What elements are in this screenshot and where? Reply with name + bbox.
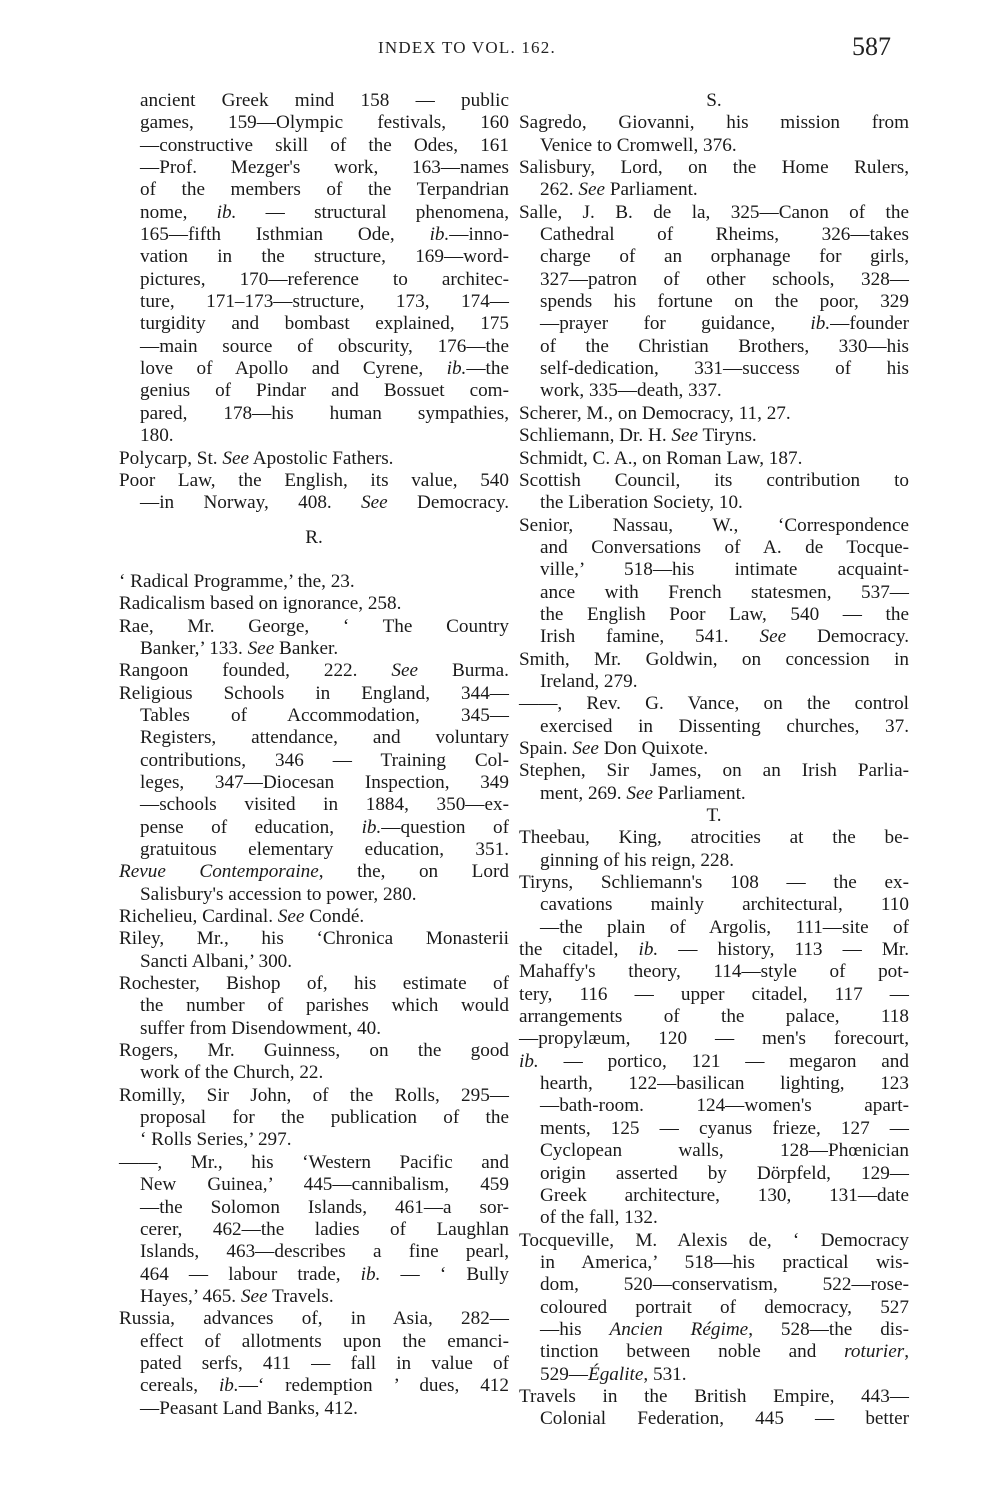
index-line: Greek architecture, 130, 131—date: [540, 1184, 909, 1206]
index-line: Salle, J. B. de la, 325—Canon of the: [519, 201, 909, 223]
index-line: Sagredo, Giovanni, his mission from: [519, 112, 909, 134]
index-line: —his Ancien Régime, 528—the dis-: [540, 1318, 909, 1340]
index-line: Schliemann, Dr. H. See Tiryns.: [519, 425, 757, 447]
running-title: INDEX TO VOL. 162.: [378, 38, 556, 57]
index-line: pictures, 170—reference to architec-: [140, 268, 509, 290]
index-line: —Prof. Mezger's work, 163—names: [140, 157, 509, 179]
index-line: coloured portrait of democracy, 527: [540, 1296, 909, 1318]
index-line: origin asserted by Dörpfeld, 129—: [540, 1162, 909, 1184]
index-line: Sancti Albani,’ 300.: [140, 950, 293, 972]
index-line: —constructive skill of the Odes, 161: [140, 134, 509, 156]
index-line: Registers, attendance, and voluntary: [140, 727, 509, 749]
index-line: Russia, advances of, in Asia, 282—: [119, 1308, 509, 1330]
index-line: love of Apollo and Cyrene, ib.—the: [140, 358, 509, 380]
index-line: gratuitous elementary education, 351.: [140, 839, 509, 860]
index-line: ib. — portico, 121 — megaron and: [519, 1050, 909, 1072]
index-line: work, 335—death, 337.: [540, 380, 722, 402]
index-line: Salisbury, Lord, on the Home Rulers,: [519, 157, 909, 179]
index-line: ment, 269. See Parliament.: [540, 782, 746, 804]
index-line: Salisbury's accession to power, 280.: [140, 883, 417, 905]
index-line: Scherer, M., on Democracy, 11, 27.: [519, 402, 791, 424]
index-line: Hayes,’ 465. See Travels.: [140, 1285, 334, 1307]
index-line: ‘ Radical Programme,’ the, 23.: [119, 570, 355, 592]
index-line: nome, ib. — structural phenomena,: [140, 201, 509, 223]
index-line: —prayer for guidance, ib.—founder: [540, 313, 909, 335]
index-line: Richelieu, Cardinal. See Condé.: [119, 906, 365, 928]
index-line: Romilly, Sir John, of the Rolls, 295—: [119, 1084, 509, 1106]
index-line: turgidity and bombast explained, 175: [140, 313, 509, 335]
index-line: Radicalism based on ignorance, 258.: [119, 593, 402, 615]
index-line: contributions, 346 — Training Col-: [140, 749, 509, 771]
index-line: ——, Mr., his ‘Western Pacific and: [119, 1151, 509, 1173]
index-line: effect of allotments upon the emanci-: [140, 1330, 509, 1352]
index-line: tinction between noble and roturier,: [540, 1341, 909, 1363]
index-line: Tables of Accommodation, 345—: [140, 704, 509, 726]
index-line: the Liberation Society, 10.: [540, 492, 743, 514]
index-entries-p: [119, 90, 509, 515]
index-line: pared, 178—his human sympathies,: [140, 402, 509, 424]
index-line: Venice to Cromwell, 376.: [540, 134, 737, 156]
index-line: Smith, Mr. Goldwin, on concession in: [519, 648, 909, 670]
index-line: Stephen, Sir James, on an Irish Parlia-: [519, 760, 909, 782]
index-line: and Conversations of A. de Tocque-: [540, 536, 909, 558]
index-line: 327—patron of other schools, 328—: [540, 268, 909, 290]
index-line: 262. See Parliament.: [540, 179, 698, 201]
index-line: dom, 520—conservatism, 522—rose-: [540, 1274, 909, 1296]
index-line: cavations mainly architectural, 110: [540, 894, 909, 916]
index-line: ture, 171–173—structure, 173, 174—: [140, 291, 509, 313]
index-line: suffer from Disendowment, 40.: [140, 1017, 382, 1039]
index-line: tery, 116 — upper citadel, 117 —: [519, 983, 909, 1005]
index-line: Senior, Nassau, W., ‘Correspondence: [519, 514, 909, 536]
index-line: —propylæum, 120 — men's forecourt,: [519, 1028, 909, 1050]
index-line: —in Norway, 408. See Democracy.: [140, 492, 509, 514]
index-line: arrangements of the palace, 118: [519, 1006, 909, 1028]
index-line: Revue Contemporaine, the, on Lord: [119, 861, 509, 883]
index-line: Schmidt, C. A., on Roman Law, 187.: [519, 447, 803, 469]
index-line: —main source of obscurity, 176—the: [140, 335, 509, 357]
index-line: genius of Pindar and Bossuet com-: [140, 380, 509, 402]
index-entries-t: [519, 827, 909, 1430]
index-line: Travels in the British Empire, 443—: [519, 1385, 909, 1407]
index-line: Colonial Federation, 445 — better: [540, 1408, 909, 1430]
index-line: —bath-room. 124—women's apart-: [540, 1095, 909, 1117]
index-line: the citadel, ib. — history, 113 — Mr.: [519, 939, 910, 961]
index-line: Mahaffy's theory, 114—style of pot-: [519, 961, 909, 983]
index-line: Polycarp, St. See Apostolic Fathers.: [119, 447, 394, 469]
index-line: exercised in Dissenting churches, 37.: [540, 715, 909, 737]
index-line: in America,’ 518—his practical wis-: [540, 1251, 909, 1273]
index-line: Tocqueville, M. Alexis de, ‘ Democracy: [519, 1229, 909, 1251]
index-line: Rochester, Bishop of, his estimate of: [119, 973, 509, 995]
index-line: 529—Égalite, 531.: [540, 1363, 687, 1385]
index-column-right: [519, 90, 909, 1431]
index-line: New Guinea,’ 445—cannibalism, 459: [140, 1174, 509, 1196]
index-line: Cyclopean walls, 128—Phœnician: [540, 1140, 909, 1162]
index-line: pated serfs, 411 — fall in value of: [140, 1352, 509, 1374]
index-line: leges, 347—Diocesan Inspection, 349: [140, 771, 509, 793]
index-line: Rangoon founded, 222. See Burma.: [119, 660, 509, 682]
spacer: [119, 549, 509, 571]
index-line: 165—fifth Isthmian Ode, ib.—inno-: [140, 224, 509, 246]
index-line: spends his fortune on the poor, 329: [540, 291, 909, 313]
index-line: proposal for the publication of the: [140, 1107, 509, 1129]
index-line: Ireland, 279.: [540, 670, 638, 692]
index-line: of the members of the Terpandrian: [140, 179, 509, 201]
index-line: charge of an orphanage for girls,: [540, 246, 909, 268]
index-line: ville,’ 518—his intimate acquaint-: [540, 559, 909, 581]
index-line: self-dedication, 331—success of his: [540, 358, 909, 380]
index-line: hearth, 122—basilican lighting, 123: [540, 1073, 909, 1095]
index-line: ments, 125 — cyanus frieze, 127 —: [540, 1117, 909, 1139]
index-line: work of the Church, 22.: [140, 1062, 324, 1084]
index-line: vation in the structure, 169—word-: [140, 246, 509, 268]
index-line: Rae, Mr. George, ‘ The Country: [119, 615, 509, 637]
running-head: [0, 32, 1000, 66]
index-line: cerer, 462—the ladies of Laughlan: [140, 1218, 509, 1240]
index-line: ance with French statesmen, 537—: [540, 581, 909, 603]
index-line: Poor Law, the English, its value, 540: [119, 469, 509, 491]
index-entries-r: [119, 571, 509, 1420]
index-line: —Peasant Land Banks, 412.: [140, 1397, 358, 1419]
index-line: cereals, ib.—‘ redemption ’ dues, 412: [140, 1375, 509, 1397]
section-heading-t: T.: [706, 805, 722, 826]
section-heading-r: R.: [305, 526, 323, 548]
index-line: ginning of his reign, 228.: [540, 849, 734, 871]
index-line: Spain. See Don Quixote.: [519, 737, 709, 759]
index-line: 180.: [140, 425, 174, 447]
index-line: Scottish Council, its contribution to: [519, 469, 909, 491]
index-column-left: [119, 90, 509, 1420]
index-line: 464 — labour trade, ib. — ‘ Bully: [140, 1263, 509, 1285]
index-line: Rogers, Mr. Guinness, on the good: [119, 1040, 509, 1062]
index-line: Tiryns, Schliemann's 108 — the ex-: [519, 872, 909, 894]
index-line: Islands, 463—describes a fine pearl,: [140, 1241, 509, 1263]
index-line: the English Poor Law, 540 — the: [540, 603, 909, 625]
index-line: ancient Greek mind 158 — public: [140, 90, 509, 111]
index-line: Cathedral of Rheims, 326—takes: [540, 224, 909, 246]
index-line: Irish famine, 541. See Democracy.: [540, 626, 909, 648]
index-line: Riley, Mr., his ‘Chronica Monasterii: [119, 928, 509, 950]
spacer: [119, 515, 509, 527]
index-line: —schools visited in 1884, 350—ex-: [140, 794, 509, 816]
index-line: Banker,’ 133. See Banker.: [140, 637, 339, 659]
index-line: games, 159—Olympic festivals, 160: [140, 112, 509, 134]
index-line: Theebau, King, atrocities at the be-: [519, 827, 909, 849]
index-entries-s: [519, 112, 909, 805]
page-number: 587: [852, 32, 891, 61]
index-line: the number of parishes which would: [140, 995, 509, 1017]
index-line: of the Christian Brothers, 330—his: [540, 335, 909, 357]
index-line: —the plain of Argolis, 111—site of: [540, 916, 909, 938]
index-line: pense of education, ib.—question of: [140, 816, 509, 838]
index-line: ——, Rev. G. Vance, on the control: [519, 693, 909, 715]
index-line: Religious Schools in England, 344—: [119, 682, 509, 704]
section-heading-s: S.: [706, 90, 722, 111]
index-line: —the Solomon Islands, 461—a sor-: [140, 1196, 509, 1218]
index-line: ‘ Rolls Series,’ 297.: [140, 1129, 292, 1151]
index-line: of the fall, 132.: [540, 1207, 658, 1229]
